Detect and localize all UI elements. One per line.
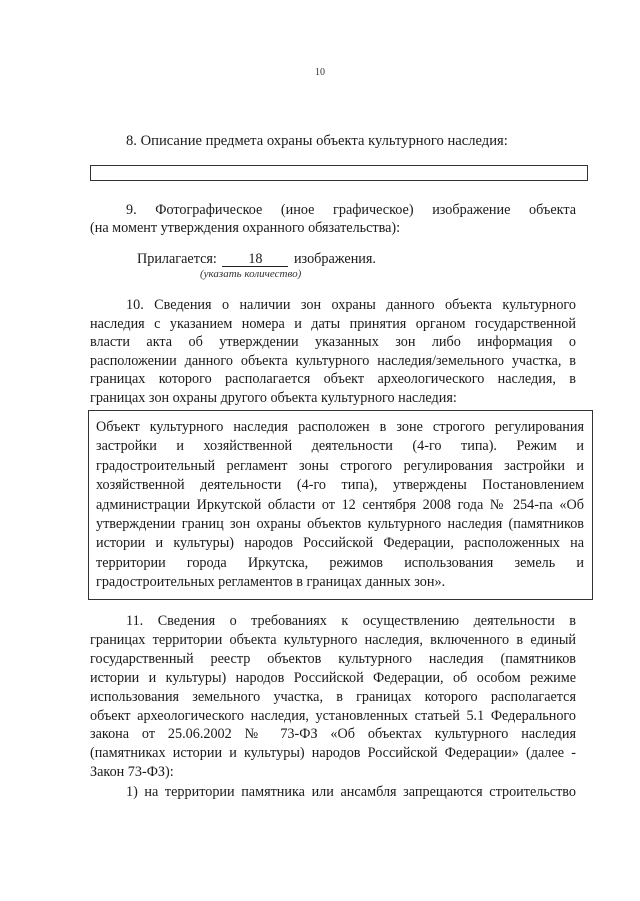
zone-info-line: территории города Иркутска, режимов использования земель и — [96, 554, 584, 571]
section-9-line-1: 9. Фотографическое (иное графическое) изображение объекта — [126, 202, 576, 218]
zone-info-line: застройки и хозяйственной деятельности (4-го типа). Режим и — [96, 438, 584, 455]
section-10-line: власти акта об утверждении указанных зон либо информация о — [90, 334, 576, 351]
zone-info-line: истории и культуры) народов Российской Федерации, расположенных на — [96, 535, 584, 552]
attachment-count: 18 — [222, 252, 288, 267]
section-11-item-1: 1) на территории памятника или ансамбля запрещаются строительство — [126, 784, 576, 801]
section-10-line: наследия с указанием номера и даты принятия органом государственной — [90, 315, 576, 332]
page-number: 10 — [315, 67, 325, 78]
attachment-label: Прилагается: — [137, 251, 217, 267]
attachment-suffix: изображения. — [293, 251, 376, 267]
section-11-line: истории и культуры) народов Российской Федерации, об особом режиме — [90, 669, 576, 686]
section-11-line: 11. Сведения о требованиях к осуществлению деятельности в — [126, 613, 576, 629]
zone-info-line: градостроительный регламент зоны строгого регулирования застройки и — [96, 457, 584, 474]
section-10-line: 10. Сведения о наличии зон охраны данного объекта культурного — [126, 297, 576, 313]
section-11-line: границах территории объекта культурного наследия, включенного в единый — [90, 631, 576, 648]
section-8-empty-box — [90, 165, 588, 181]
zone-info-line: хозяйственной деятельности (4-го типа), утверждены Постановлением — [96, 477, 584, 494]
zone-info-line: утверждении границ зон охраны объектов культурного наследия (памятников — [96, 516, 584, 533]
section-11-line: использования земельного участка, в границах которого располагается — [90, 688, 576, 705]
section-10-line: расположении данного объекта культурного наследия/земельного участка, в — [90, 352, 576, 369]
zone-info-line: администрации Иркутской области от 12 сентября 2008 года № 254-па «Об — [96, 496, 584, 513]
section-11-line: закона от 25.06.2002 № 73-ФЗ «Об объектах культурного наследия — [90, 726, 576, 743]
zone-info-line: градостроительных регламентов в границах данных зон». — [96, 574, 446, 591]
section-8-heading: 8. Описание предмета охраны объекта культурного наследия: — [126, 133, 508, 149]
attachment-line — [137, 251, 376, 268]
section-11-line: Закон 73-ФЗ): — [90, 764, 174, 781]
zone-info-line: Объект культурного наследия расположен в зоне строгого регулирования — [96, 419, 584, 435]
attachment-hint: (указать количество) — [200, 268, 302, 280]
section-11-line: государственный реестр объектов культурного наследия (памятников — [90, 650, 576, 667]
zone-info-box — [88, 410, 593, 600]
section-10-line: границах которого располагается объект археологического наследия, в — [90, 371, 576, 388]
section-11-line: объект археологического наследия, установленных статьей 5.1 Федерального — [90, 707, 576, 724]
section-11-paragraph — [90, 612, 576, 802]
section-10-paragraph — [90, 296, 576, 408]
section-10-line: границах зон охраны другого объекта культурного наследия: — [90, 389, 457, 406]
section-9-line-2: (на момент утверждения охранного обязательства): — [90, 220, 401, 236]
section-11-line: (памятниках истории и культуры) народов Российской Федерации» (далее - — [90, 745, 576, 762]
